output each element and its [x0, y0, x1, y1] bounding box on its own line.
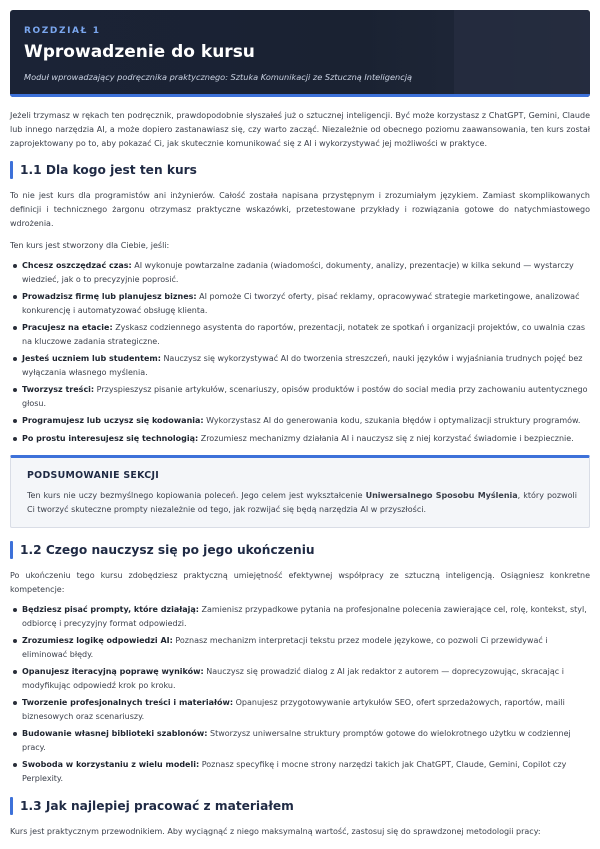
intro-paragraph: Jeżeli trzymasz w rękach ten podręcznik, prawdopodobnie słyszałeś już o sztucznej inteligencji. Być może korzystasz z ChatGPT, Gemini, Claude lub innego narzędzia AI, a może dopiero zastanawiasz się, czy warto zacząć. Niezależnie od obecnego poziomu zaawansowania, ten kurs został zaprojektowany po to, aby pokazać Ci, jak skutecznie komunikować się z AI i wykorzystywać jej możliwości w praktyce. — [10, 111, 590, 148]
list-item-text: Zamienisz przypadkowe pytania na profesjonalne polecenia zawierające cel, rolę, kontekst, styl, odbiorcę i precyzyjny format odpowiedzi. — [22, 605, 587, 628]
list-item — [10, 290, 590, 317]
bullet-dot — [13, 388, 17, 392]
section-1-3-paragraph: Kurs jest praktycznym przewodnikiem. Aby wyciągnąć z niego maksymalną wartość, zastosuj się do sprawdzonej metodologii pracy: — [10, 827, 541, 836]
list-item — [10, 634, 590, 661]
bullet-dot — [13, 357, 17, 361]
summary-text-part: , który pozwoli Ci tworzyć skuteczne prompty niezależnie od tego, jak rozwijać się będą narzędzia AI w przyszłości. — [27, 491, 577, 514]
list-item-label: Pracujesz na etacie: — [22, 323, 113, 332]
audience-list — [10, 259, 590, 445]
list-item — [10, 414, 590, 428]
list-item — [10, 603, 590, 630]
list-item — [10, 696, 590, 723]
bullet-dot — [13, 763, 17, 767]
list-item-text: Poznasz mechanizm interpretacji tekstu przez modele językowe, co pozwoli Ci przewidywać i eliminować błędy. — [22, 636, 548, 659]
list-item — [10, 352, 590, 379]
chapter-title: Wprowadzenie do kursu — [24, 42, 255, 62]
list-item-text: Nauczysz się wykorzystywać AI do tworzenia streszczeń, nauki języków i wyjaśniania trudnych pojęć bez wyłączania własnego myślenia. — [22, 354, 583, 377]
section-summary-box — [10, 455, 590, 528]
summary-text — [27, 489, 577, 517]
bullet-dot — [13, 608, 17, 612]
list-item — [10, 727, 590, 754]
section-title: 1.2 Czego nauczysz się po jego ukończeniu — [20, 543, 315, 557]
list-item-text: Opanujesz przygotowywanie artykułów SEO, ofert sprzedażowych, raportów, maili biznesowych oraz scenariuszy. — [22, 698, 565, 721]
bullet-dot — [13, 732, 17, 736]
list-item-text: Nauczysz się prowadzić dialog z AI jak redaktor z autorem — doprecyzowując, skracając i modyfikując odpowiedź krok po kroku. — [22, 667, 564, 690]
document-body — [10, 109, 590, 839]
section-title: 1.1 Dla kogo jest ten kurs — [20, 163, 197, 177]
list-item-label: Tworzysz treści: — [22, 385, 95, 394]
list-item-text: Zrozumiesz mechanizmy działania AI i nauczysz się z niej korzystać świadomie i bezpiecznie. — [198, 433, 574, 443]
list-item-label: Zrozumiesz logikę odpowiedzi AI: — [22, 636, 173, 645]
list-item — [10, 259, 590, 286]
section-title: 1.3 Jak najlepiej pracować z materiałem — [20, 799, 294, 813]
heading-accent-bar — [10, 541, 13, 559]
list-item-label: Tworzenie profesjonalnych treści i materiałów: — [22, 698, 234, 707]
list-item — [10, 383, 590, 410]
bullet-dot — [13, 419, 17, 423]
chapter-subtitle: Moduł wprowadzający podręcznika praktycznego: Sztuka Komunikacji ze Sztuczną Inteligencją — [24, 72, 412, 82]
list-item-label: Chcesz oszczędzać czas: — [22, 261, 132, 270]
list-item-label: Swoboda w korzystaniu z wielu modeli: — [22, 760, 200, 769]
bullet-dot — [13, 670, 17, 674]
list-item — [10, 432, 590, 446]
list-item-label: Prowadzisz firmę lub planujesz biznes: — [22, 292, 197, 301]
summary-text-part: Ten kurs nie uczy bezmyślnego kopiowania poleceń. Jego celem jest wykształcenie — [27, 491, 366, 500]
section-heading-1-2 — [10, 541, 590, 559]
list-item-label: Opanujesz iteracyjną poprawę wyników: — [22, 667, 204, 676]
header-accent-stripe — [10, 94, 590, 97]
list-item-text: Przyspieszysz pisanie artykułów, scenariuszy, opisów produktów i postów do social media przy zachowaniu autentycznego głosu. — [22, 385, 588, 408]
bullet-dot — [13, 264, 17, 268]
header-shade — [454, 10, 590, 97]
section-heading-1-3 — [10, 797, 590, 815]
summary-highlight: Uniwersalnego Sposobu Myślenia — [365, 491, 518, 500]
chapter-header — [10, 10, 590, 97]
list-item-text: AI pomoże Ci tworzyć oferty, pisać reklamy, opracowywać strategie marketingowe, analizować konkurencję i automatyzować obsługę klienta. — [22, 292, 580, 315]
list-item-label: Budowanie własnej biblioteki szablonów: — [22, 729, 208, 738]
list-item-label: Będziesz pisać prompty, które działają: — [22, 605, 199, 614]
section-1-1-paragraph: To nie jest kurs dla programistów ani inżynierów. Całość została napisana przystępnym i zrozumiałym językiem. Zamiast skomplikowanych definicji i technicznego żargonu otrzymasz praktyczne wskazówki, przetestowane przykłady i rozwiązania gotowe do natychmiastowego wdrożenia. — [10, 191, 590, 228]
list-item-text: Poznasz specyfikę i mocne strony narzędzi takich jak ChatGPT, Claude, Gemini, Copilot czy Perplexity. — [22, 760, 567, 783]
list-item — [10, 665, 590, 692]
bullet-dot — [13, 326, 17, 330]
bullet-dot — [13, 295, 17, 299]
list-item — [10, 321, 590, 348]
bullet-dot — [13, 701, 17, 705]
section-1-2-paragraph: Po ukończeniu tego kursu zdobędziesz praktyczną umiejętność efektywnej współpracy ze sztuczną inteligencją. Osiągniesz konkretne kompetencje: — [10, 571, 590, 594]
bullet-dot — [13, 639, 17, 643]
list-item-text: AI wykonuje powtarzalne zadania (wiadomości, dokumenty, analizy, prezentacje) w kilka sekund — wystarczy wiedzieć, jak o to precyzyjnie poprosić. — [22, 261, 574, 284]
chapter-label: ROZDZIAŁ 1 — [24, 26, 101, 36]
list-item-text: Stworzysz uniwersalne struktury promptów gotowe do wielokrotnego użytku w codziennej pracy. — [22, 729, 571, 752]
skills-list — [10, 603, 590, 785]
list-item-text: Wykorzystasz AI do generowania kodu, szukania błędów i optymalizacji struktury programów. — [203, 416, 581, 425]
list-item-text: Zyskasz codziennego asystenta do raportów, prezentacji, notatek ze spotkań i organizacji projektów, co uwalnia czas na kluczowe zadania strategiczne. — [22, 323, 586, 346]
heading-accent-bar — [10, 797, 13, 815]
section-heading-1-1 — [10, 161, 590, 179]
heading-accent-bar — [10, 161, 13, 179]
section-1-1-lead: Ten kurs jest stworzony dla Ciebie, jeśli: — [10, 241, 170, 250]
list-item-label: Jesteś uczniem lub studentem: — [22, 354, 161, 363]
list-item-label: Po prostu interesujesz się technologią: — [22, 433, 199, 443]
summary-title: PODSUMOWANIE SEKCJI — [27, 470, 160, 481]
bullet-dot — [13, 437, 17, 441]
list-item — [10, 758, 590, 785]
list-item-label: Programujesz lub uczysz się kodowania: — [22, 416, 204, 425]
